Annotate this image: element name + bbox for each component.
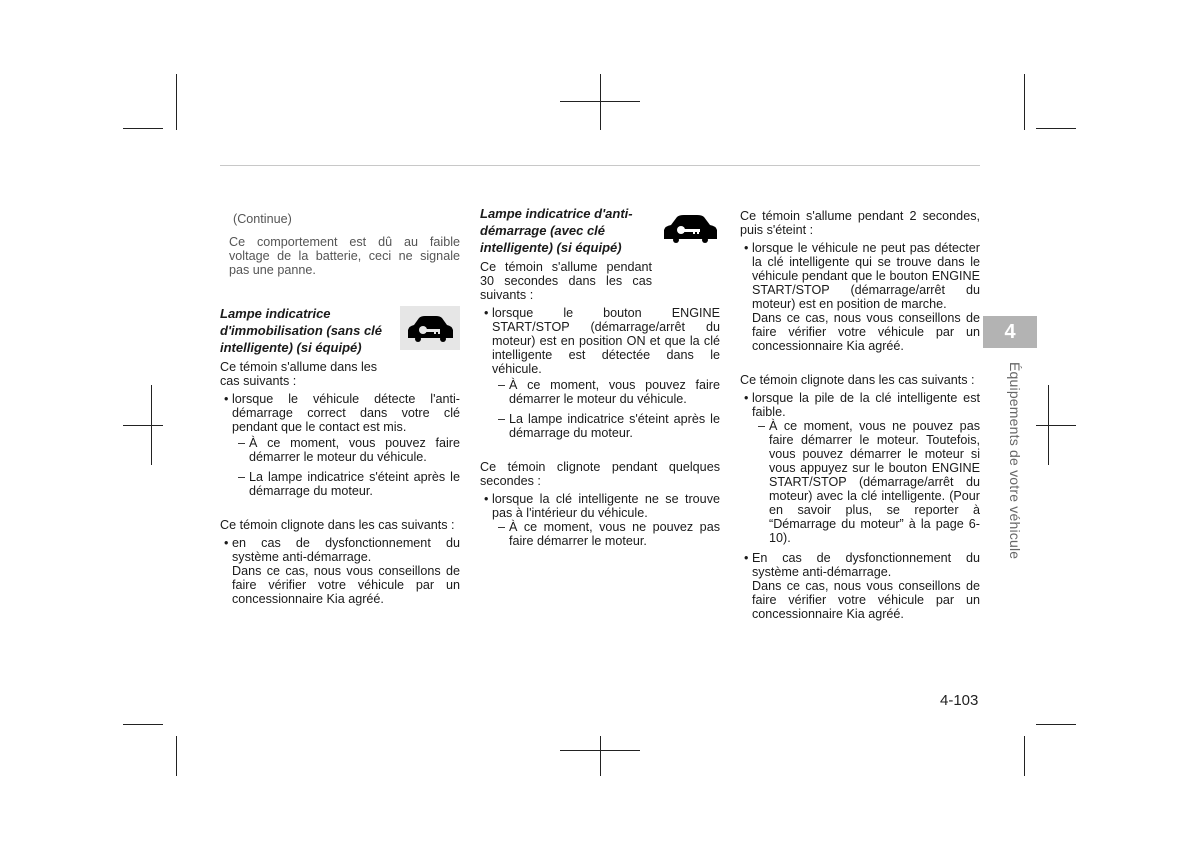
section-heading-anti-start: Lampe indicatrice d'anti- démarrage (avec clé intelligente) (si équipé): [480, 206, 633, 255]
chapter-tab: 4: [983, 316, 1037, 348]
blinks-when-text: Ce témoin clignote dans les cas suivants :: [740, 373, 975, 387]
list-item: • lorsque le bouton ENGINE START/STOP (démarrage/arrêt du moteur) est en position ON et que la clé intelligente est détectée dans le véhicule.: [484, 306, 720, 376]
list-item: – À ce moment, vous pouvez faire démarrer le moteur du véhicule.: [238, 436, 460, 464]
car-key-icon: [660, 206, 720, 250]
column-1-body: [220, 360, 460, 606]
blinks-seconds-text: Ce témoin clignote pendant quelques secondes :: [480, 460, 720, 488]
list-item: • lorsque le véhicule détecte l'anti-démarrage correct dans votre clé pendant que le contact est mis.: [224, 392, 460, 434]
intro-paragraph: Ce comportement est dû au faible voltage de la batterie, ceci ne signale pas une panne.: [229, 235, 460, 277]
column-1: [220, 212, 460, 277]
list-item: – La lampe indicatrice s'éteint après le démarrage du moteur.: [498, 412, 720, 440]
list-item: – La lampe indicatrice s'éteint après le démarrage du moteur.: [238, 470, 460, 498]
lit-30s-text: Ce témoin s'allume pendant 30 secondes dans les cas suivants :: [480, 260, 652, 302]
list-item: • lorsque la pile de la clé intelligente est faible.: [744, 391, 980, 419]
list-item: • en cas de dysfonctionnement du système anti-démarrage.: [224, 536, 460, 564]
lit-when-text: Ce témoin s'allume dans les cas suivants :: [220, 360, 378, 388]
column-3: [740, 209, 980, 621]
list-item: • lorsque la clé intelligente ne se trouve pas à l'intérieur du véhicule.: [484, 492, 720, 520]
list-item: – À ce moment, vous ne pouvez pas faire démarrer le moteur. Toutefois, vous pouvez démarrer le moteur si vous appuyez sur le bouton ENGINE START/STOP (démarrage/arrêt du moteur) avec la clé intelligente. (Pour en savoir plus, se reporter à “Démarrage du moteur” à la page 6-10).: [758, 419, 980, 545]
lit-2s-text: Ce témoin s'allume pendant 2 secondes, puis s'éteint :: [740, 209, 980, 237]
section-heading-immobilizer: Lampe indicatrice d'immobilisation (sans clé intelligente) (si équipé): [220, 306, 383, 355]
header-rule: [220, 165, 980, 166]
list-item-continuation: Dans ce cas, nous vous conseillons de faire vérifier votre véhicule par un concessionnaire Kia agréé.: [232, 564, 460, 606]
list-item: – À ce moment, vous pouvez faire démarrer le moteur du véhicule.: [498, 378, 720, 406]
column-2-body: [480, 260, 720, 548]
car-key-icon: [400, 306, 460, 350]
blinks-when-text: Ce témoin clignote dans les cas suivants :: [220, 518, 455, 532]
chapter-side-title: Équipements de votre véhicule: [1007, 362, 1023, 560]
list-item: • En cas de dysfonctionnement du système anti-démarrage.: [744, 551, 980, 579]
list-item: • lorsque le véhicule ne peut pas détecter la clé intelligente qui se trouve dans le véhicule pendant que le bouton ENGINE START/STOP (démarrage/arrêt du moteur) est en position de marche.: [744, 241, 980, 311]
continue-label: (Continue): [233, 212, 292, 226]
list-item: – À ce moment, vous ne pouvez pas faire démarrer le moteur.: [498, 520, 720, 548]
list-item-continuation: Dans ce cas, nous vous conseillons de faire vérifier votre véhicule par un concessionnaire Kia agréé.: [752, 579, 980, 621]
list-item-continuation: Dans ce cas, nous vous conseillons de faire vérifier votre véhicule par un concessionnaire Kia agréé.: [752, 311, 980, 353]
page-number: 4-103: [940, 692, 979, 709]
